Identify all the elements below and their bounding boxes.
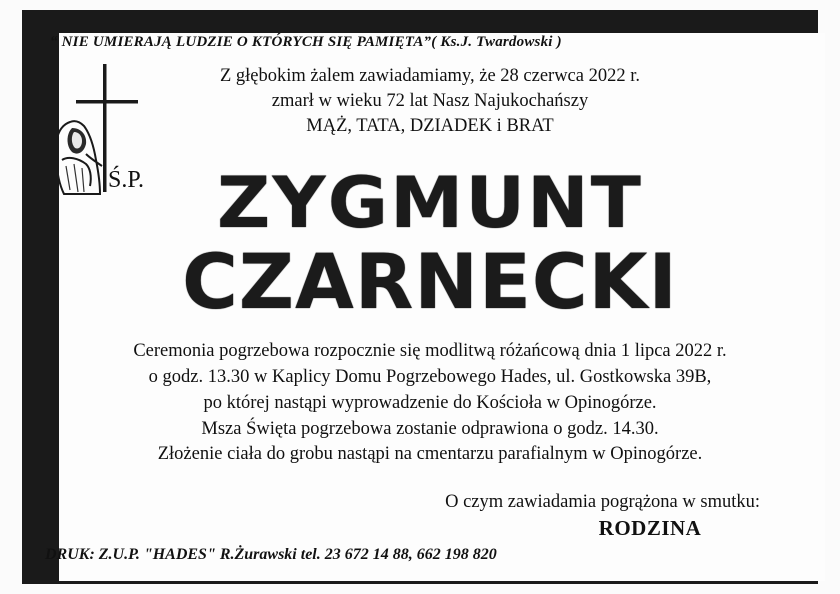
deceased-first-name: ZYGMUNT — [216, 162, 644, 244]
ceremony-line-3: po której nastąpi wyprowadzenie do Kościoła w Opinogórze. — [203, 393, 657, 413]
intro-line-1: Z głębokim żalem zawiadamiamy, że 28 czerwca 2022 r. — [219, 66, 640, 86]
intro-relations: MĄŻ, TATA, DZIADEK i BRAT — [306, 116, 554, 136]
deceased-last-name: CZARNECKI — [182, 237, 678, 326]
motto-quote: “ NIE UMIERAJĄ LUDZIE O KTÓRYCH SIĘ PAMIĘTA”( Ks.J. Twardowski ) — [50, 34, 562, 50]
printer-footer: DRUK: Z.U.P. "HADES" R.Żurawski tel. 23 672 14 88, 662 198 820 — [45, 546, 497, 563]
sp-prefix: Ś.P. — [108, 167, 145, 193]
intro-line-2: zmarł w wieku 72 lat Nasz Najukochańszy — [271, 91, 589, 111]
family-signature: RODZINA — [598, 516, 702, 540]
ceremony-line-4: Msza Święta pogrzebowa zostanie odprawiona o godz. 14.30. — [201, 419, 659, 439]
ceremony-line-1: Ceremonia pogrzebowa rozpocznie się modlitwą różańcową dnia 1 lipca 2022 r. — [133, 341, 727, 361]
signoff-text: O czym zawiadamia pogrążona w smutku: — [445, 492, 760, 512]
ceremony-line-2: o godz. 13.30 w Kaplicy Domu Pogrzebowego Hades, ul. Gostkowska 39B, — [148, 367, 712, 387]
ceremony-line-5: Złożenie ciała do grobu nastąpi na cmentarzu parafialnym w Opinogórze. — [157, 444, 703, 464]
